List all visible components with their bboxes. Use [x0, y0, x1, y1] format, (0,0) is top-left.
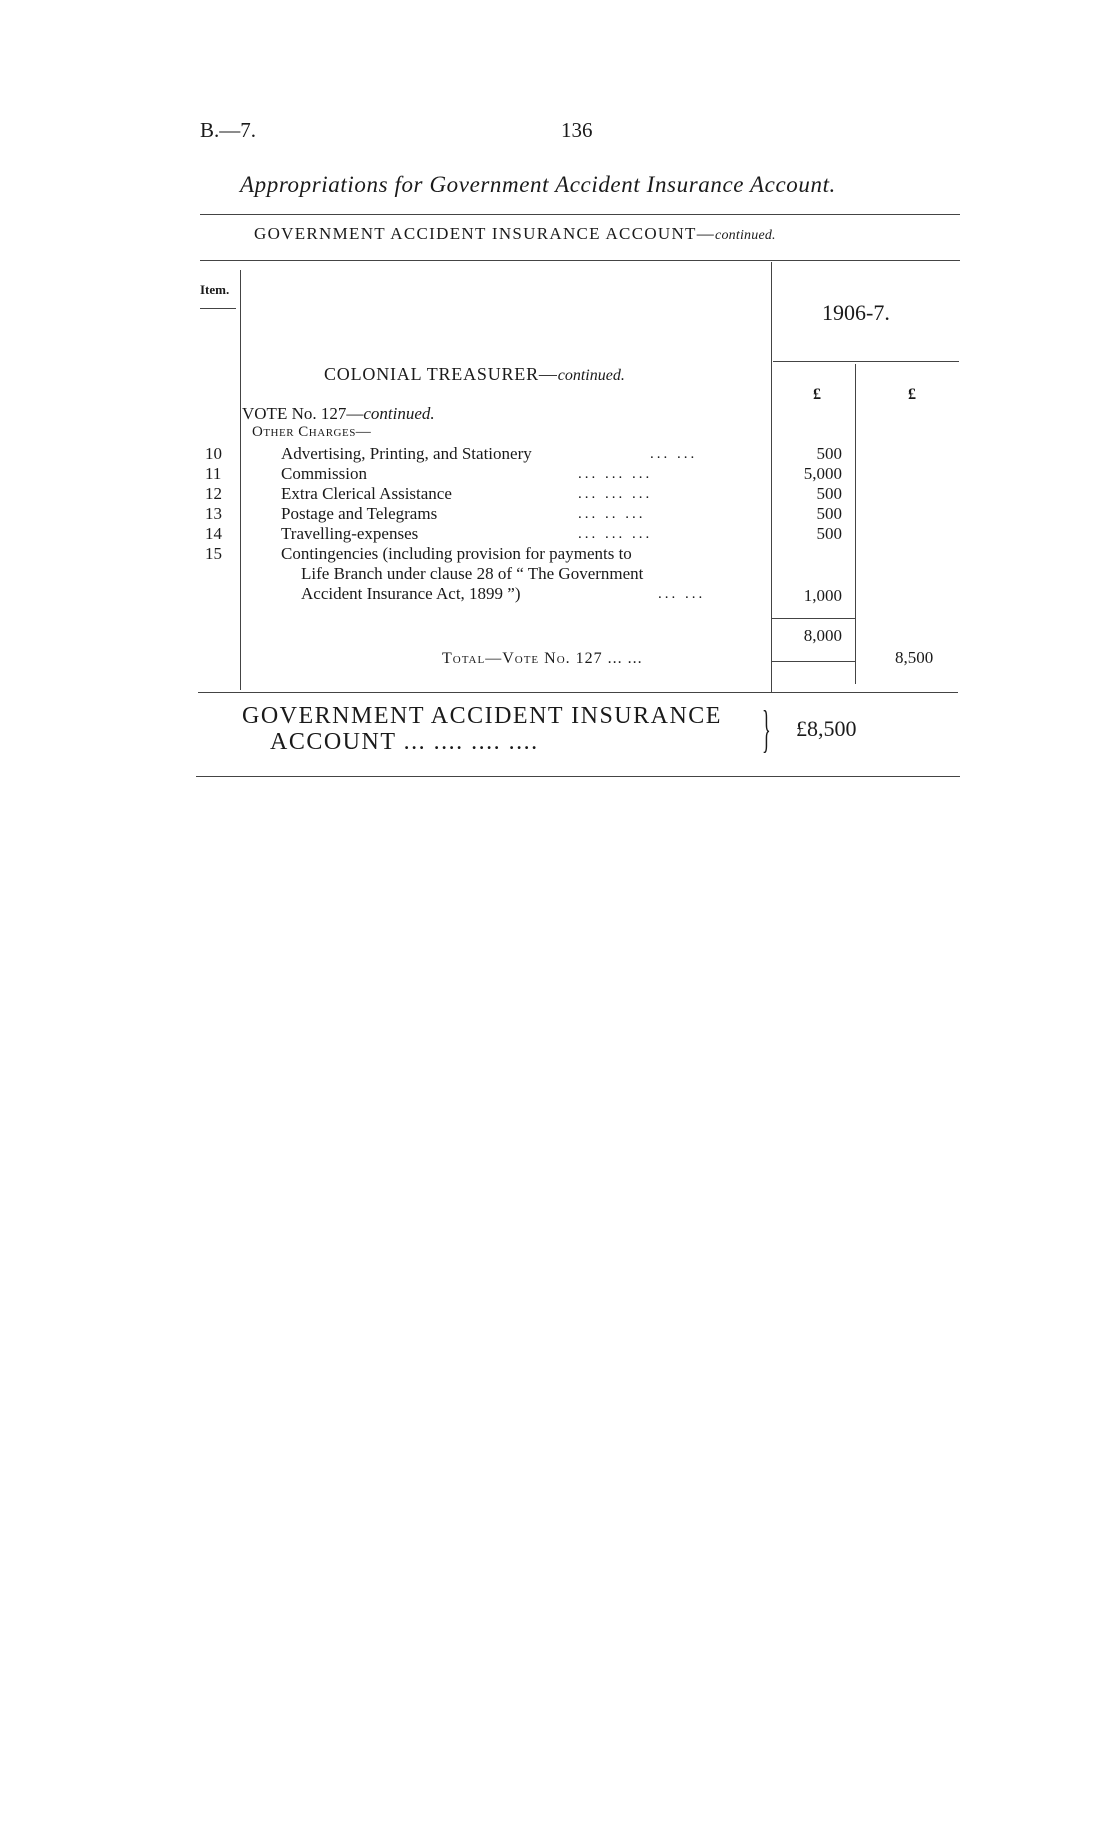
rule-item-header [200, 308, 236, 309]
rule-subtotal [771, 618, 855, 619]
leader-dots: ... .. ... [578, 506, 646, 522]
leader-dots: ... ... ... [578, 526, 653, 542]
page-title: Appropriations for Government Accident Insurance Account. [240, 172, 836, 197]
total-label: Total—Vote No. 127 ... ... [442, 650, 643, 667]
item-description: Extra Clerical Assistance [281, 484, 452, 503]
section-heading: COLONIAL TREASURER—continued. [324, 364, 625, 384]
total-amount: 8,500 [895, 648, 934, 667]
item-amount: 500 [816, 444, 842, 463]
rule-top [200, 214, 960, 215]
rule-year-header [773, 361, 959, 362]
item-amount: 500 [816, 484, 842, 503]
item-amount: 5,000 [803, 464, 842, 483]
item-number: 15 [205, 544, 222, 563]
subtotal-amount: 8,000 [803, 626, 842, 645]
leader-dots: ... ... [650, 446, 698, 462]
item-amount: 500 [816, 504, 842, 523]
item-number: 10 [205, 444, 222, 463]
item-description-continued: Accident Insurance Act, 1899 ”) [301, 584, 521, 603]
item-description: Travelling-expenses [281, 524, 419, 543]
currency-header-total: £ [908, 386, 916, 403]
item-description: Commission [281, 464, 367, 483]
leader-dots: ... ... ... [578, 486, 653, 502]
charges-heading: Other Charges— [252, 424, 372, 440]
grand-total-amount: £8,500 [796, 716, 857, 741]
item-description: Contingencies (including provision for payments to [281, 544, 632, 563]
leader-dots: ... ... ... [578, 466, 653, 482]
currency-header-items: £ [813, 386, 821, 403]
grand-total-label: GOVERNMENT ACCIDENT INSURANCE ACCOUNT ... .... .... .... [242, 703, 722, 755]
leader-dots: ... ... [658, 586, 706, 602]
rule-table-bottom [198, 692, 958, 693]
rule-total-column [855, 364, 856, 684]
year-header: 1906-7. [822, 300, 890, 325]
item-description: Postage and Telegrams [281, 504, 438, 523]
item-number: 13 [205, 504, 222, 523]
item-amount: 500 [816, 524, 842, 543]
rule-bottom [196, 776, 960, 777]
rule-item-column [240, 270, 241, 690]
rule-total [771, 661, 855, 662]
item-amount: 1,000 [803, 586, 842, 605]
rule-table-top [200, 260, 960, 261]
vote-heading: VOTE No. 127—continued. [242, 404, 435, 423]
account-subtitle: GOVERNMENT ACCIDENT INSURANCE ACCOUNT—continued. [254, 224, 776, 243]
page-number: 136 [561, 118, 593, 142]
sheet-reference: B.—7. [200, 118, 257, 142]
item-number: 12 [205, 484, 222, 503]
item-number: 11 [205, 464, 222, 483]
item-description: Advertising, Printing, and Stationery [281, 444, 532, 463]
brace-icon: } [762, 701, 771, 758]
item-description-continued: Life Branch under clause 28 of “ The Government [301, 564, 644, 583]
item-number: 14 [205, 524, 222, 543]
item-column-header: Item. [200, 282, 230, 297]
